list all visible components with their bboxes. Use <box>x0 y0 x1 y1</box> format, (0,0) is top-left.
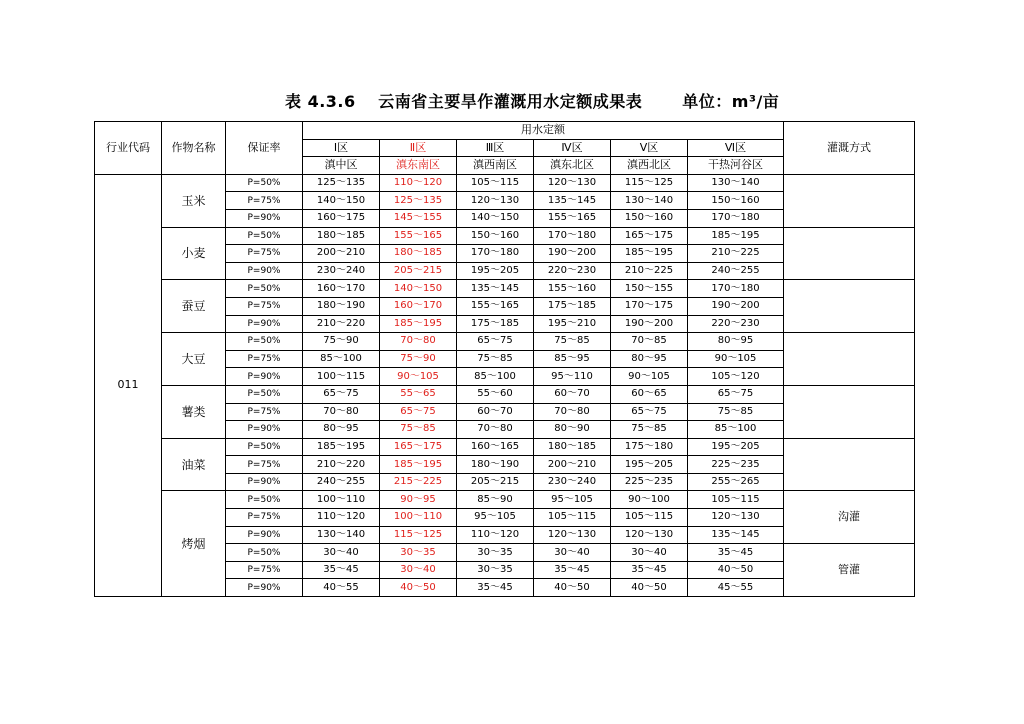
quota-cell: 140～150 <box>303 192 380 210</box>
guarantee-rate-cell: P=50% <box>226 491 303 509</box>
quota-cell: 125～135 <box>380 192 457 210</box>
guarantee-rate-cell: P=75% <box>226 192 303 210</box>
guarantee-rate-cell: P=50% <box>226 280 303 298</box>
guarantee-rate-cell: P=90% <box>226 526 303 544</box>
quota-cell: 175～180 <box>611 438 688 456</box>
irrigation-method-cell <box>784 333 915 386</box>
quota-cell: 30～40 <box>611 544 688 562</box>
zone-header: Ⅵ区 <box>688 139 784 157</box>
quota-cell: 125～135 <box>303 174 380 192</box>
quota-cell: 155～165 <box>380 227 457 245</box>
guarantee-rate-cell: P=50% <box>226 544 303 562</box>
quota-cell: 210～220 <box>303 315 380 333</box>
quota-cell: 215～225 <box>380 473 457 491</box>
guarantee-rate-cell: P=75% <box>226 561 303 579</box>
industry-code-cell: 011 <box>95 174 162 596</box>
quota-cell: 105～120 <box>688 368 784 386</box>
quota-cell: 120～130 <box>457 192 534 210</box>
quota-cell: 40～50 <box>534 579 611 597</box>
quota-cell: 90～105 <box>380 368 457 386</box>
guarantee-rate-cell: P=50% <box>226 333 303 351</box>
crop-name-cell: 油菜 <box>162 438 226 491</box>
crop-name-cell: 玉米 <box>162 174 226 227</box>
quota-cell: 105～115 <box>688 491 784 509</box>
guarantee-rate-cell: P=50% <box>226 438 303 456</box>
table-row <box>95 438 915 456</box>
quota-cell: 70～80 <box>303 403 380 421</box>
quota-cell: 30～35 <box>457 561 534 579</box>
guarantee-rate-cell: P=90% <box>226 421 303 439</box>
quota-cell: 240～255 <box>303 473 380 491</box>
quota-cell: 95～105 <box>534 491 611 509</box>
quota-cell: 100～110 <box>303 491 380 509</box>
guarantee-rate-cell: P=75% <box>226 245 303 263</box>
guarantee-rate-cell: P=90% <box>226 579 303 597</box>
quota-cell: 75～85 <box>688 403 784 421</box>
quota-cell: 145～155 <box>380 209 457 227</box>
quota-cell: 205～215 <box>380 262 457 280</box>
quota-cell: 170～180 <box>457 245 534 263</box>
guarantee-rate-cell: P=75% <box>226 297 303 315</box>
guarantee-rate-cell: P=90% <box>226 262 303 280</box>
irrigation-method-cell: 管灌 <box>784 544 915 597</box>
quota-cell: 130～140 <box>611 192 688 210</box>
quota-cell: 110～120 <box>457 526 534 544</box>
quota-cell: 85～100 <box>457 368 534 386</box>
zone-name: 滇东北区 <box>534 157 611 175</box>
quota-cell: 150～160 <box>611 209 688 227</box>
quota-cell: 210～225 <box>688 245 784 263</box>
quota-cell: 95～105 <box>457 509 534 527</box>
quota-cell: 210～225 <box>611 262 688 280</box>
quota-cell: 90～95 <box>380 491 457 509</box>
quota-cell: 165～175 <box>380 438 457 456</box>
guarantee-rate-cell: P=75% <box>226 456 303 474</box>
quota-cell: 80～95 <box>611 350 688 368</box>
quota-cell: 80～95 <box>303 421 380 439</box>
quota-cell: 170～180 <box>688 280 784 298</box>
quota-cell: 135～145 <box>457 280 534 298</box>
quota-cell: 160～170 <box>303 280 380 298</box>
quota-cell: 85～95 <box>534 350 611 368</box>
quota-cell: 100～110 <box>380 509 457 527</box>
quota-cell: 230～240 <box>303 262 380 280</box>
quota-cell: 40～50 <box>380 579 457 597</box>
crop-name-cell: 薯类 <box>162 385 226 438</box>
quota-cell: 155～160 <box>534 280 611 298</box>
zone-header: Ⅰ区 <box>303 139 380 157</box>
quota-cell: 150～155 <box>611 280 688 298</box>
quota-cell: 40～50 <box>611 579 688 597</box>
guarantee-rate-cell: P=50% <box>226 227 303 245</box>
quota-cell: 155～165 <box>457 297 534 315</box>
quota-cell: 30～40 <box>534 544 611 562</box>
quota-cell: 135～145 <box>688 526 784 544</box>
quota-cell: 40～50 <box>688 561 784 579</box>
quota-cell: 80～95 <box>688 333 784 351</box>
zone-name: 滇中区 <box>303 157 380 175</box>
guarantee-rate-cell: P=90% <box>226 368 303 386</box>
table-row <box>95 491 915 509</box>
guarantee-rate-cell: P=90% <box>226 473 303 491</box>
quota-cell: 35～45 <box>457 579 534 597</box>
quota-cell: 30～40 <box>380 561 457 579</box>
quota-cell: 75～90 <box>303 333 380 351</box>
quota-cell: 65～75 <box>688 385 784 403</box>
guarantee-rate-cell: P=75% <box>226 350 303 368</box>
irrigation-method-cell <box>784 227 915 280</box>
quota-cell: 150～160 <box>457 227 534 245</box>
quota-cell: 70～80 <box>534 403 611 421</box>
quota-cell: 65～75 <box>457 333 534 351</box>
quota-cell: 160～165 <box>457 438 534 456</box>
header-industry-code: 行业代码 <box>95 122 162 175</box>
quota-cell: 90～105 <box>688 350 784 368</box>
quota-cell: 75～85 <box>611 421 688 439</box>
quota-cell: 200～210 <box>303 245 380 263</box>
quota-cell: 70～85 <box>611 333 688 351</box>
quota-cell: 30～35 <box>380 544 457 562</box>
quota-cell: 240～255 <box>688 262 784 280</box>
quota-cell: 180～190 <box>457 456 534 474</box>
quota-cell: 150～160 <box>688 192 784 210</box>
crop-name-cell: 小麦 <box>162 227 226 280</box>
quota-cell: 60～70 <box>457 403 534 421</box>
quota-cell: 210～220 <box>303 456 380 474</box>
zone-header: Ⅴ区 <box>611 139 688 157</box>
quota-cell: 60～65 <box>611 385 688 403</box>
quota-cell: 185～195 <box>303 438 380 456</box>
quota-cell: 70～80 <box>380 333 457 351</box>
quota-cell: 115～125 <box>611 174 688 192</box>
table-title: 表 4.3.6 云南省主要旱作灌溉用水定额成果表 <box>285 92 643 111</box>
quota-cell: 55～65 <box>380 385 457 403</box>
quota-cell: 35～45 <box>611 561 688 579</box>
quota-cell: 190～200 <box>611 315 688 333</box>
quota-cell: 170～180 <box>688 209 784 227</box>
zone-name: 滇西北区 <box>611 157 688 175</box>
page-title <box>285 89 779 112</box>
quota-cell: 230～240 <box>534 473 611 491</box>
guarantee-rate-cell: P=50% <box>226 385 303 403</box>
quota-cell: 175～185 <box>534 297 611 315</box>
quota-cell: 160～170 <box>380 297 457 315</box>
quota-cell: 65～75 <box>380 403 457 421</box>
quota-cell: 180～185 <box>303 227 380 245</box>
quota-cell: 90～105 <box>611 368 688 386</box>
header-water-quota: 用水定额 <box>303 122 784 140</box>
quota-cell: 170～175 <box>611 297 688 315</box>
quota-cell: 85～100 <box>688 421 784 439</box>
unit-label: 单位：m³/亩 <box>682 92 780 111</box>
guarantee-rate-cell: P=75% <box>226 403 303 421</box>
zone-name: 干热河谷区 <box>688 157 784 175</box>
quota-cell: 185～195 <box>688 227 784 245</box>
quota-cell: 95～110 <box>534 368 611 386</box>
quota-cell: 140～150 <box>380 280 457 298</box>
quota-cell: 35～45 <box>303 561 380 579</box>
guarantee-rate-cell: P=50% <box>226 174 303 192</box>
quota-cell: 65～75 <box>303 385 380 403</box>
header-crop-name: 作物名称 <box>162 122 226 175</box>
quota-cell: 100～115 <box>303 368 380 386</box>
crop-name-cell: 蚕豆 <box>162 280 226 333</box>
quota-cell: 75～85 <box>457 350 534 368</box>
guarantee-rate-cell: P=90% <box>226 209 303 227</box>
water-quota-table <box>94 121 915 597</box>
quota-cell: 30～35 <box>457 544 534 562</box>
zone-name: 滇东南区 <box>380 157 457 175</box>
quota-cell: 205～215 <box>457 473 534 491</box>
quota-cell: 120～130 <box>534 526 611 544</box>
quota-cell: 120～130 <box>534 174 611 192</box>
table-row <box>95 227 915 245</box>
crop-name-cell: 大豆 <box>162 333 226 386</box>
quota-cell: 195～205 <box>457 262 534 280</box>
quota-cell: 120～130 <box>688 509 784 527</box>
zone-header: Ⅱ区 <box>380 139 457 157</box>
quota-cell: 80～90 <box>534 421 611 439</box>
quota-cell: 180～190 <box>303 297 380 315</box>
quota-cell: 35～45 <box>534 561 611 579</box>
quota-cell: 65～75 <box>611 403 688 421</box>
header-row-1 <box>95 122 915 140</box>
quota-cell: 185～195 <box>380 315 457 333</box>
quota-cell: 185～195 <box>611 245 688 263</box>
quota-cell: 200～210 <box>534 456 611 474</box>
quota-cell: 40～55 <box>303 579 380 597</box>
quota-cell: 195～205 <box>611 456 688 474</box>
quota-cell: 175～185 <box>457 315 534 333</box>
irrigation-method-cell: 沟灌 <box>784 491 915 544</box>
quota-cell: 105～115 <box>611 509 688 527</box>
zone-header: Ⅳ区 <box>534 139 611 157</box>
irrigation-method-cell <box>784 280 915 333</box>
quota-cell: 60～70 <box>534 385 611 403</box>
quota-cell: 85～90 <box>457 491 534 509</box>
quota-cell: 180～185 <box>534 438 611 456</box>
crop-name-cell: 烤烟 <box>162 491 226 597</box>
guarantee-rate-cell: P=75% <box>226 509 303 527</box>
quota-cell: 115～125 <box>380 526 457 544</box>
quota-cell: 170～180 <box>534 227 611 245</box>
quota-cell: 130～140 <box>303 526 380 544</box>
zone-name: 滇西南区 <box>457 157 534 175</box>
quota-cell: 195～205 <box>688 438 784 456</box>
quota-cell: 190～200 <box>534 245 611 263</box>
quota-cell: 70～80 <box>457 421 534 439</box>
quota-cell: 75～90 <box>380 350 457 368</box>
quota-cell: 195～210 <box>534 315 611 333</box>
quota-cell: 110～120 <box>303 509 380 527</box>
quota-cell: 220～230 <box>534 262 611 280</box>
quota-cell: 105～115 <box>457 174 534 192</box>
quota-cell: 110～120 <box>380 174 457 192</box>
quota-cell: 75～85 <box>380 421 457 439</box>
header-guarantee-rate: 保证率 <box>226 122 303 175</box>
quota-cell: 165～175 <box>611 227 688 245</box>
irrigation-method-cell <box>784 385 915 438</box>
table-row <box>95 385 915 403</box>
quota-cell: 135～145 <box>534 192 611 210</box>
table-row <box>95 174 915 192</box>
quota-cell: 225～235 <box>611 473 688 491</box>
quota-cell: 35～45 <box>688 544 784 562</box>
quota-cell: 90～100 <box>611 491 688 509</box>
table-row <box>95 280 915 298</box>
irrigation-method-cell <box>784 174 915 227</box>
quota-cell: 45～55 <box>688 579 784 597</box>
quota-cell: 85～100 <box>303 350 380 368</box>
irrigation-method-cell <box>784 438 915 491</box>
zone-header: Ⅲ区 <box>457 139 534 157</box>
guarantee-rate-cell: P=90% <box>226 315 303 333</box>
quota-cell: 190～200 <box>688 297 784 315</box>
quota-cell: 155～165 <box>534 209 611 227</box>
quota-cell: 75～85 <box>534 333 611 351</box>
quota-cell: 130～140 <box>688 174 784 192</box>
quota-cell: 185～195 <box>380 456 457 474</box>
quota-cell: 225～235 <box>688 456 784 474</box>
quota-cell: 160～175 <box>303 209 380 227</box>
header-irrigation-method: 灌溉方式 <box>784 122 915 175</box>
table-row <box>95 333 915 351</box>
quota-cell: 105～115 <box>534 509 611 527</box>
quota-cell: 120～130 <box>611 526 688 544</box>
quota-cell: 30～40 <box>303 544 380 562</box>
quota-cell: 220～230 <box>688 315 784 333</box>
quota-cell: 55～60 <box>457 385 534 403</box>
quota-cell: 255～265 <box>688 473 784 491</box>
quota-cell: 180～185 <box>380 245 457 263</box>
quota-cell: 140～150 <box>457 209 534 227</box>
